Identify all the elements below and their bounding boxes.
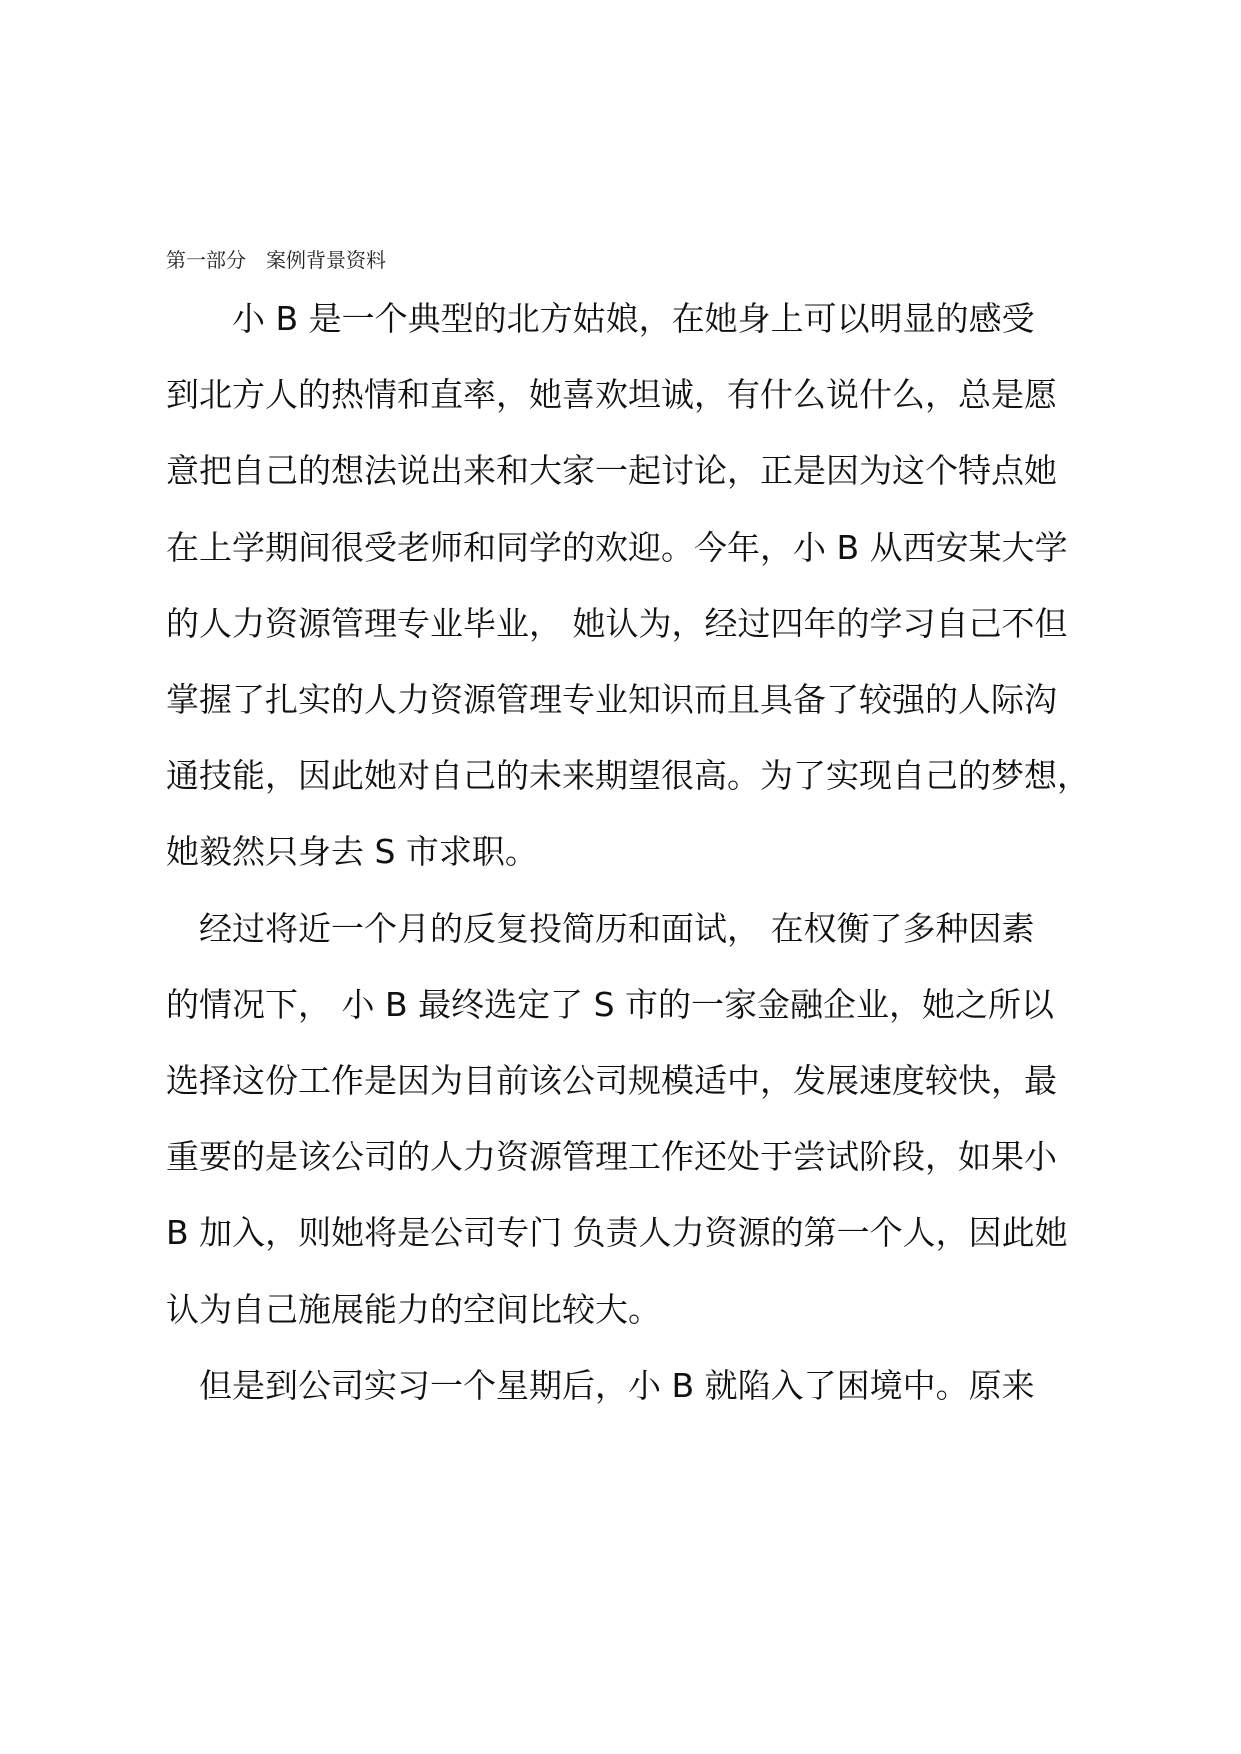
paragraph-line: B 加入，则她将是公司专门 负责人力资源的第一个人，因此她 bbox=[166, 1213, 1068, 1252]
paragraph-line: 的情况下， 小 B 最终选定了 S 市的一家金融企业，她之所以 bbox=[166, 985, 1055, 1024]
paragraph-line: 小 B 是一个典型的北方姑娘，在她身上可以明显的感受 bbox=[166, 299, 1035, 338]
paragraph-line: 重要的是该公司的人力资源管理工作还处于尝试阶段，如果小 bbox=[166, 1137, 1057, 1176]
paragraph-line: 认为自己施展能力的空间比较大。 bbox=[166, 1290, 661, 1329]
paragraph-line: 经过将近一个月的反复投简历和面试， 在权衡了多种因素 bbox=[166, 909, 1035, 948]
paragraph-line: 的人力资源管理专业毕业， 她认为，经过四年的学习自己不但 bbox=[166, 604, 1068, 643]
paragraph-line: 在上学期间很受老师和同学的欢迎。今年，小 B 从西安某大学 bbox=[166, 528, 1068, 567]
section-heading: 第一部分 案例背景资料 bbox=[166, 248, 386, 272]
paragraph-line: 通技能，因此她对自己的未来期望很高。为了实现自己的梦想， bbox=[166, 756, 1090, 795]
paragraph-line: 到北方人的热情和直率，她喜欢坦诚，有什么说什么，总是愿 bbox=[166, 375, 1057, 414]
paragraph-line: 掌握了扎实的人力资源管理专业知识而且具备了较强的人际沟 bbox=[166, 680, 1057, 719]
paragraph-line: 选择这份工作是因为目前该公司规模适中，发展速度较快，最 bbox=[166, 1061, 1057, 1100]
paragraph-line: 意把自己的想法说出来和大家一起讨论，正是因为这个特点她 bbox=[166, 451, 1057, 490]
paragraph-line: 她毅然只身去 S 市求职。 bbox=[166, 832, 538, 871]
paragraph-line: 但是到公司实习一个星期后，小 B 就陷入了困境中。原来 bbox=[166, 1366, 1035, 1405]
